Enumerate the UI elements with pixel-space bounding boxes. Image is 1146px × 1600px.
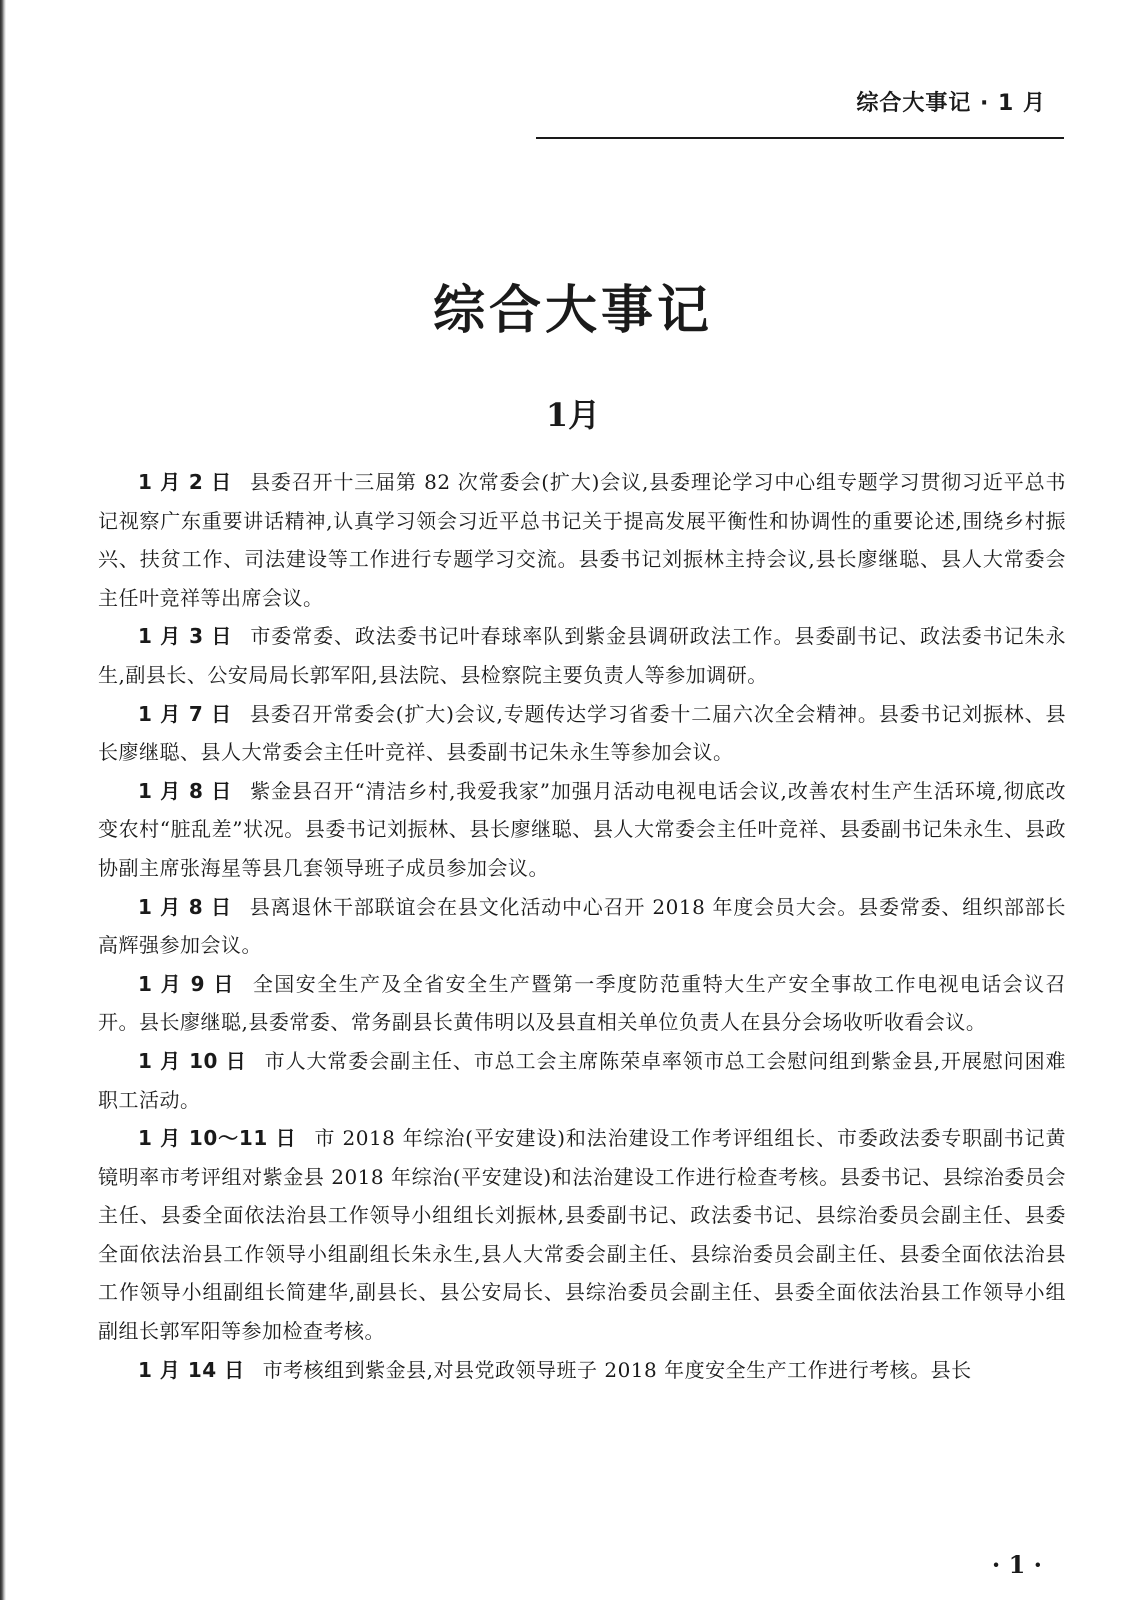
entry-date: 1 月 9 日 [138,971,235,996]
entry-date: 1 月 10～11 日 [138,1126,297,1151]
chronicle-entry [98,888,1066,965]
entry-text: 市委常委、政法委书记叶春球率队到紫金县调研政法工作。县委副书记、政法委书记朱永生,副县长、公安局局长郭军阳,县法院、县检察院主要负责人等参加调研。 [98,624,1067,687]
entry-date: 1 月 3 日 [138,624,233,649]
entry-text: 市 2018 年综治(平安建设)和法治建设工作考评组组长、市委政法委专职副书记黄镜明率市考评组对紫金县 2018 年综治(平安建设)和法治建设工作进行检查考核。县委书记、县综治委员会主任、县委全面依法治县工作领导小组组长刘振林,县委副书记、政法委书记、县综治委员会副主任、县委全面依法治县工作领导小组副组长朱永生,县人大常委会副主任、县综治委员会副主任、县委全面依法治县工作领导小组副组长简建华,副县长、县公安局长、县综治委员会副主任、县委全面依法治县工作领导小组副组长郭军阳等参加检查考核。 [98,1126,1066,1344]
entry-text: 县委召开常委会(扩大)会议,专题传达学习省委十二届六次全会精神。县委书记刘振林、县长廖继聪、县人大常委会主任叶竞祥、县委副书记朱永生等参加会议。 [98,701,1066,765]
chronicle-entry [98,965,1066,1042]
entry-text: 紫金县召开“清洁乡村,我爱我家”加强月活动电视电话会议,改善农村生产生活环境,彻底改变农村“脏乱差”状况。县委书记刘振林、县长廖继聪、县人大常委会主任叶竞祥、县委副书记朱永生、县政协副主席张海星等县几套领导班子成员参加会议。 [98,778,1066,880]
chronicle-entry [98,617,1066,694]
entry-date: 1 月 2 日 [138,470,233,494]
entry-text: 县委召开十三届第 82 次常委会(扩大)会议,县委理论学习中心组专题学习贯彻习近平总书记视察广东重要讲话精神,认真学习领会习近平总书记关于提高发展平衡性和协调性的重要论述,围绕乡村振兴、扶贫工作、司法建设等工作进行专题学习交流。县委书记刘振林主持会议,县长廖继聪、县人大常委会主任叶竞祥等出席会议。 [98,470,1066,610]
entry-text: 县离退休干部联谊会在县文化活动中心召开 2018 年度会员大会。县委常委、组织部部长高辉强参加会议。 [98,894,1066,958]
entry-date: 1 月 10 日 [138,1048,247,1073]
chronicle-entry [98,463,1066,617]
entry-text: 市考核组到紫金县,对县党政领导班子 2018 年度安全生产工作进行考核。县长 [262,1357,972,1382]
chronicle-entry [98,772,1066,888]
chronicle-entry [98,695,1066,772]
chronicle-entry [98,1351,1066,1390]
entry-date: 1 月 8 日 [138,894,232,919]
header-rule [536,137,1064,139]
month-heading: 1月 [545,396,601,434]
entry-text: 市人大常委会副主任、市总工会主席陈荣卓率领市总工会慰问组到紫金县,开展慰问困难职工活动。 [98,1048,1066,1112]
page-title: 综合大事记 [432,281,713,341]
entry-date: 1 月 14 日 [138,1357,245,1382]
chronicle-body [98,463,1066,1389]
chronicle-entry [98,1042,1066,1119]
entry-date: 1 月 8 日 [138,778,233,803]
entry-date: 1 月 7 日 [138,701,232,726]
running-header: 综合大事记 · 1 月 [856,91,1046,116]
page-number: · 1 · [991,1550,1042,1579]
binding-edge [0,0,6,1600]
chronicle-entry [98,1119,1066,1351]
entry-text: 全国安全生产及全省安全生产暨第一季度防范重特大生产安全事故工作电视电话会议召开。县长廖继聪,县委常委、常务副县长黄伟明以及县直相关单位负责人在县分会场收听收看会议。 [98,971,1066,1035]
